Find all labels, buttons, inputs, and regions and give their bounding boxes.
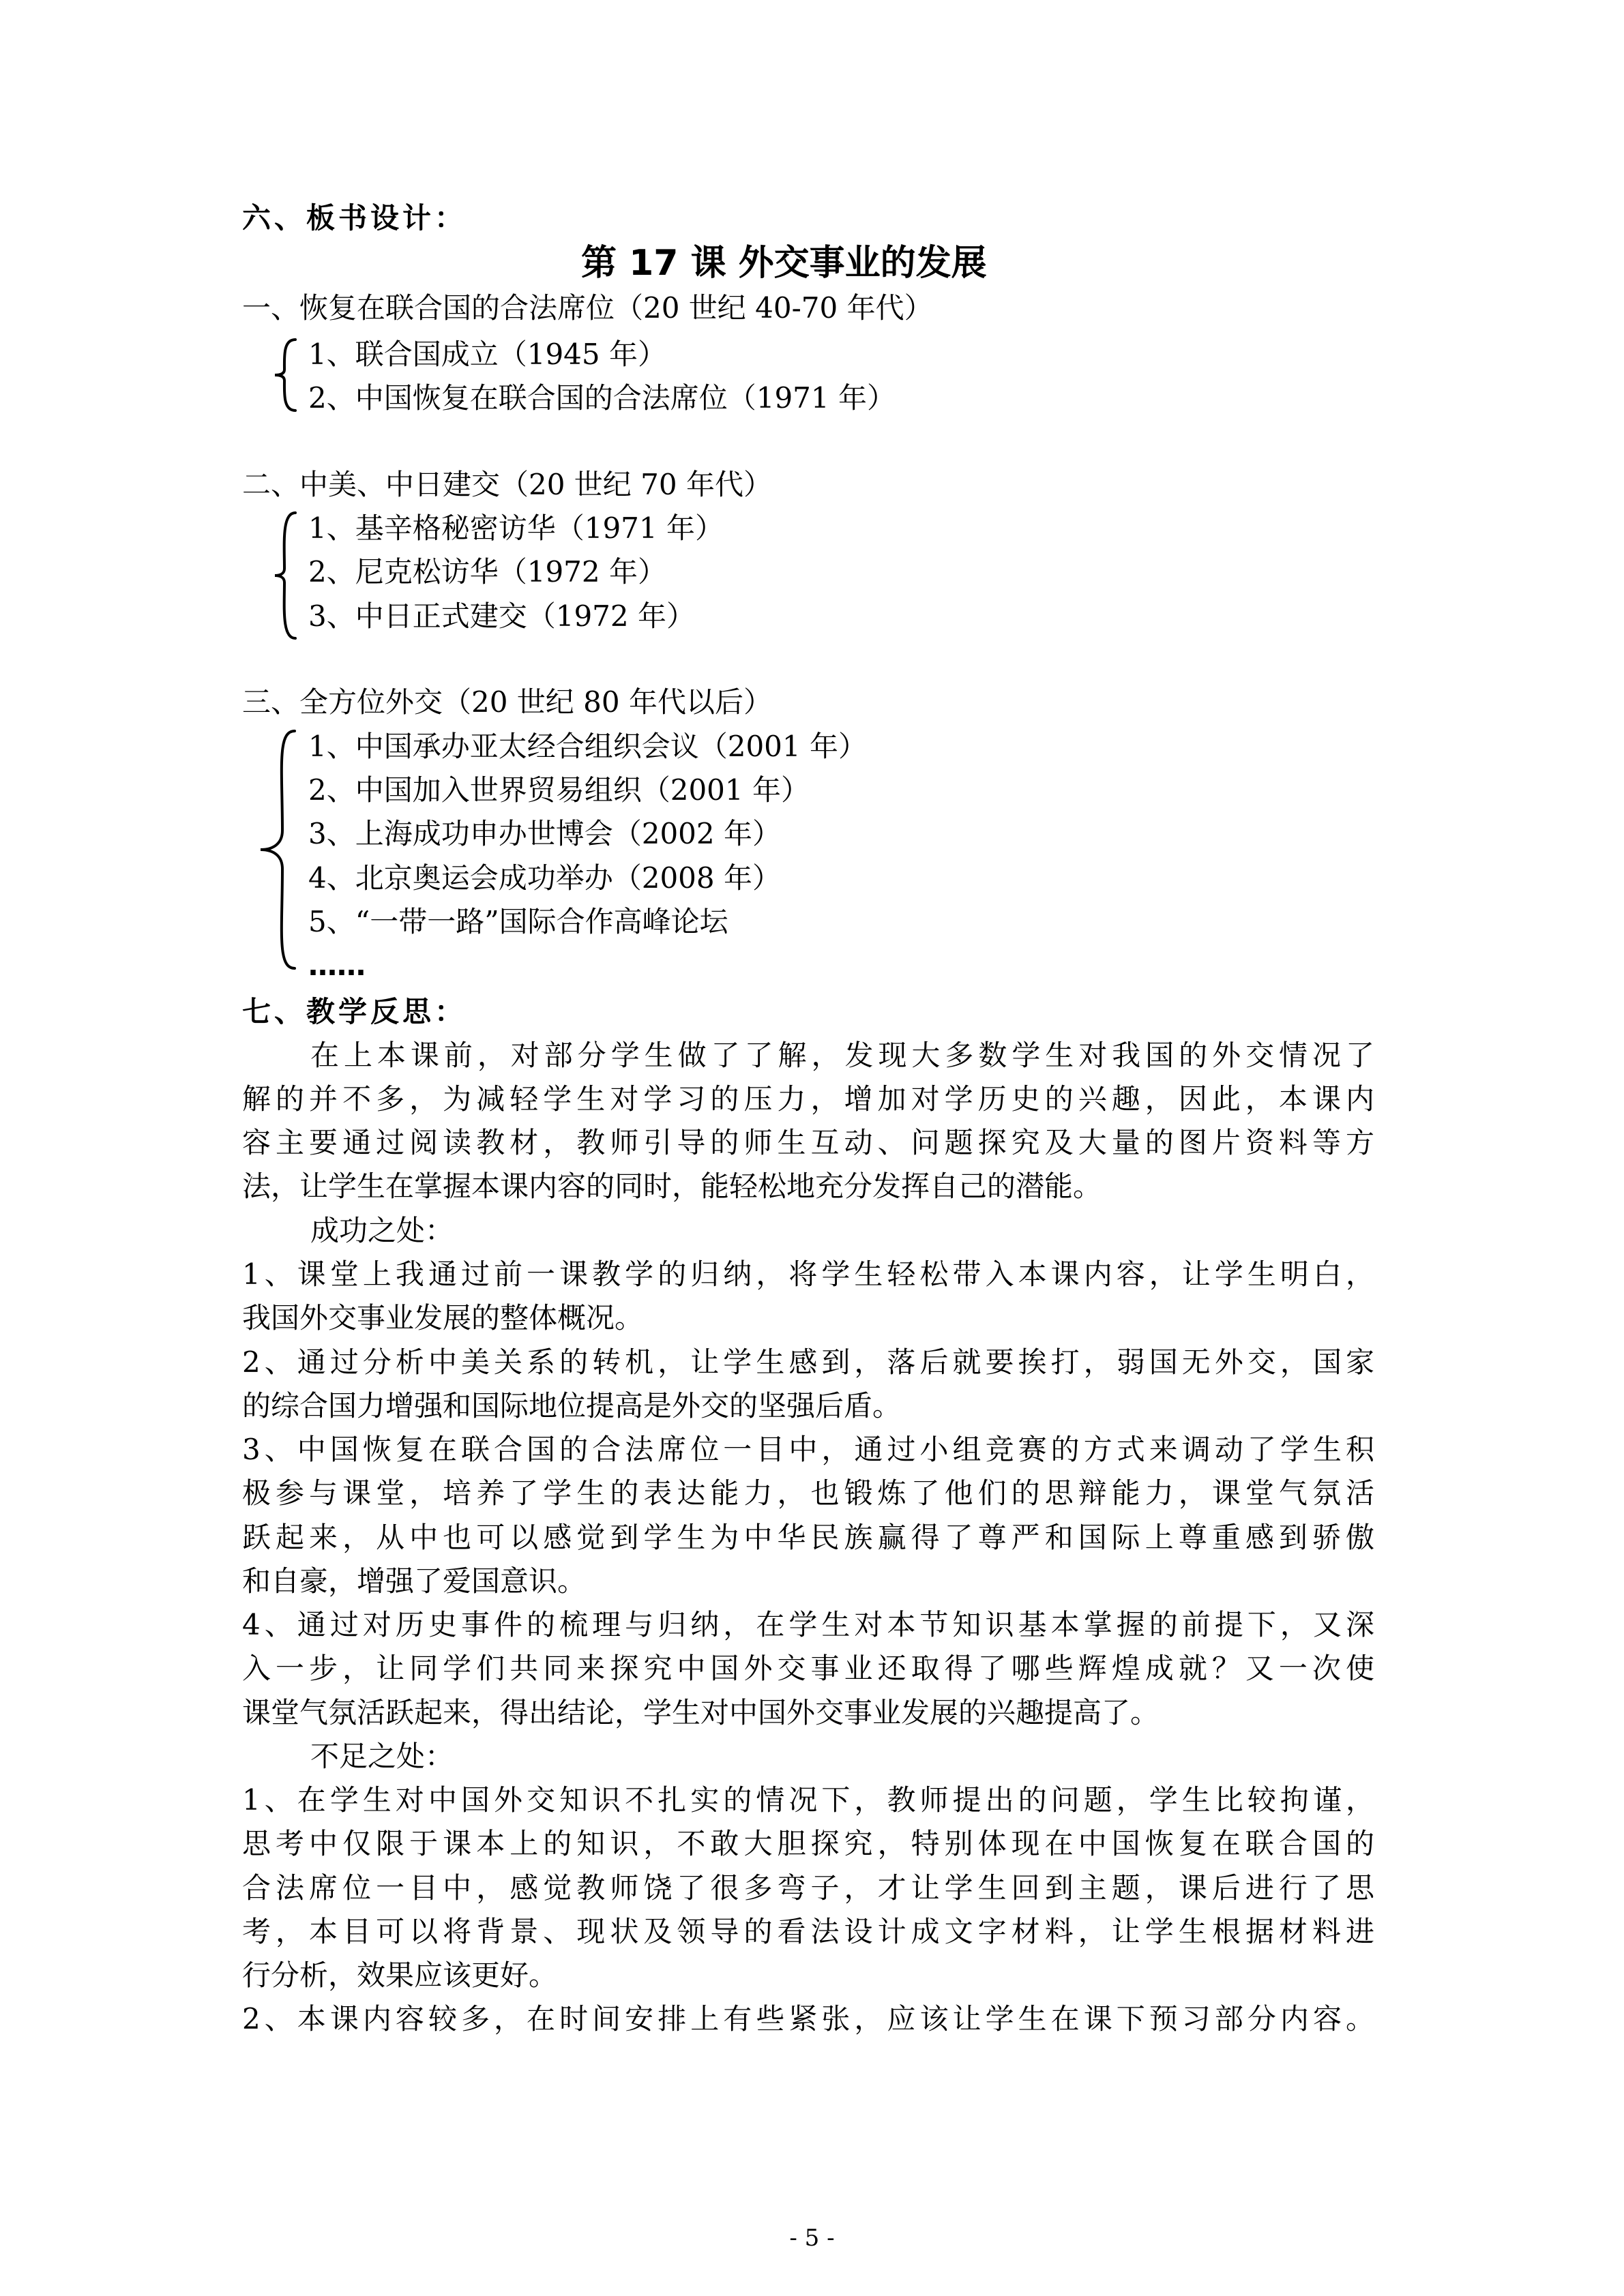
section6-heading: 六、板书设计： — [242, 201, 467, 235]
part2-item: 1、基辛格秘密访华（1971 年） — [308, 511, 724, 545]
paragraph-line: 1、课堂上我通过前一课教学的归纳，将学生轻松带入本课内容，让学生明白， — [242, 1257, 1374, 1291]
paragraph-line: 法，让学生在掌握本课内容的同时，能轻松地充分发挥自己的潜能。 — [242, 1169, 1102, 1203]
part3-item: 4、北京奥运会成功举办（2008 年） — [308, 861, 781, 895]
section7-heading: 七、教学反思： — [242, 995, 467, 1028]
paragraph-line: 我国外交事业发展的整体概况。 — [242, 1301, 644, 1335]
paragraph-line: 容主要通过阅读教材，教师引导的师生互动、问题探究及大量的图片资料等方 — [242, 1126, 1374, 1159]
paragraph-line: 3、中国恢复在联合国的合法席位一目中，通过小组竞赛的方式来调动了学生积 — [242, 1433, 1374, 1466]
success-heading: 成功之处： — [310, 1214, 454, 1247]
paragraph-line: 的综合国力增强和国际地位提高是外交的坚强后盾。 — [242, 1389, 902, 1422]
page-number: - 5 - — [789, 2224, 835, 2252]
part1-item: 1、联合国成立（1945 年） — [308, 338, 666, 371]
paragraph-line: 2、本课内容较多，在时间安排上有些紧张，应该让学生在课下预习部分内容。 — [242, 2002, 1374, 2036]
part3-item: 3、上海成功申办世博会（2002 年） — [308, 817, 781, 850]
part1-item: 2、中国恢复在联合国的合法席位（1971 年） — [308, 381, 896, 415]
part1-heading: 一、恢复在联合国的合法席位（20 世纪 40-70 年代） — [242, 291, 933, 325]
part3-item: 2、中国加入世界贸易组织（2001 年） — [308, 773, 810, 807]
paragraph-line: 思考中仅限于课本上的知识，不敢大胆探究，特别体现在中国恢复在联合国的 — [242, 1827, 1374, 1860]
part3-heading: 三、全方位外交（20 世纪 80 年代以后） — [242, 685, 772, 719]
part3-brace — [252, 728, 307, 971]
lesson-title: 第 17 课 外交事业的发展 — [581, 243, 987, 284]
paragraph-line: 入一步，让同学们共同来探究中国外交事业还取得了哪些辉煌成就？又一次使 — [242, 1652, 1374, 1685]
paragraph-line: 2、通过分析中美关系的转机，让学生感到，落后就要挨打，弱国无外交，国家 — [242, 1345, 1374, 1379]
paragraph-line: 和自豪，增强了爱国意识。 — [242, 1564, 587, 1598]
part2-item: 2、尼克松访华（1972 年） — [308, 555, 666, 588]
paragraph-line: 1、在学生对中国外交知识不扎实的情况下，教师提出的问题，学生比较拘谨， — [242, 1783, 1374, 1817]
part2-heading: 二、中美、中日建交（20 世纪 70 年代） — [242, 468, 772, 501]
part1-brace — [269, 337, 304, 413]
paragraph-line: 考，本目可以将背景、现状及领导的看法设计成文字材料，让学生根据材料进 — [242, 1915, 1374, 1948]
shortcoming-heading: 不足之处： — [310, 1740, 454, 1773]
part2-item: 3、中日正式建交（1972 年） — [308, 599, 695, 633]
paragraph-line: 在上本课前，对部分学生做了了解，发现大多数学生对我国的外交情况了 — [310, 1039, 1374, 1072]
paragraph-line: 行分析，效果应该更好。 — [242, 1958, 558, 1992]
paragraph-line: 极参与课堂，培养了学生的表达能力，也锻炼了他们的思辩能力，课堂气氛活 — [242, 1476, 1374, 1510]
part2-brace — [269, 510, 304, 641]
paragraph-line: 课堂气氛活跃起来，得出结论，学生对中国外交事业发展的兴趣提高了。 — [242, 1696, 1160, 1729]
part3-item: 1、中国承办亚太经合组织会议（2001 年） — [308, 730, 867, 763]
part3-item: 5、“一带一路”国际合作高峰论坛 — [308, 905, 728, 938]
paragraph-line: 4、通过对历史事件的梳理与归纳，在学生对本节知识基本掌握的前提下，又深 — [242, 1608, 1374, 1641]
paragraph-line: 解的并不多，为减轻学生对学习的压力，增加对学历史的兴趣，因此，本课内 — [242, 1082, 1374, 1116]
part3-ellipsis: …… — [308, 949, 366, 982]
paragraph-line: 跃起来，从中也可以感觉到学生为中华民族赢得了尊严和国际上尊重感到骄傲 — [242, 1521, 1374, 1554]
paragraph-line: 合法席位一目中，感觉教师饶了很多弯子，才让学生回到主题，课后进行了思 — [242, 1871, 1374, 1905]
